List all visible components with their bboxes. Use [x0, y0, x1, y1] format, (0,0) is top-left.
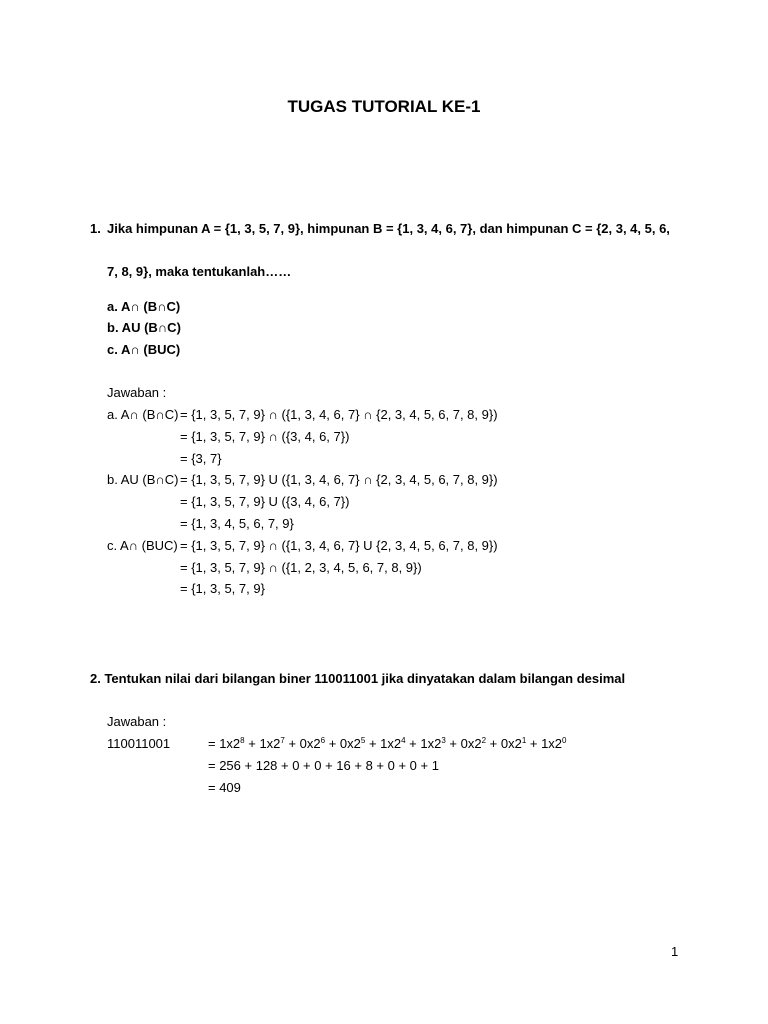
question-1-number: 1.: [90, 221, 101, 236]
answer-c-step-3: = {1, 3, 5, 7, 9}: [180, 581, 265, 596]
question-2: 2. Tentukan nilai dari bilangan biner 110011001 jika dinyatakan dalam bilangan desimal: [90, 671, 626, 686]
term-0: + $1x2^0$: [526, 736, 567, 751]
term-7: + $1x2^7$: [244, 736, 285, 751]
term-5: + $0x2^5$: [325, 736, 366, 751]
answer-a-step-1: = {1, 3, 5, 7, 9} ∩ ({1, 3, 4, 6, 7} ∩ {2, 3, 4, 5, 6, 7, 8, 9}): [180, 407, 498, 422]
term-8: = $1x2^8$: [208, 736, 245, 751]
answer-label-1: Jawaban :: [107, 385, 167, 400]
answer-a-prefix: a. A∩ (B∩C): [107, 407, 179, 422]
answer-c-prefix: c. A∩ (BUC): [107, 538, 178, 553]
term-4: + $1x2^4$: [365, 736, 406, 751]
binary-number: 110011001: [107, 736, 171, 751]
answer-b-prefix: b. AU (B∩C): [107, 472, 179, 487]
option-c: c. A∩ (BUC): [107, 342, 181, 357]
binary-expansion: [208, 736, 567, 752]
term-3: + $1x2^3$: [405, 736, 446, 751]
page-title: TUGAS TUTORIAL KE-1: [287, 97, 481, 116]
decimal-result: = 409: [208, 780, 241, 795]
answer-a-step-2: = {1, 3, 5, 7, 9} ∩ ({3, 4, 6, 7}): [180, 429, 350, 444]
answer-c-step-1: = {1, 3, 5, 7, 9} ∩ ({1, 3, 4, 6, 7} U {2, 3, 4, 5, 6, 7, 8, 9}): [180, 538, 498, 553]
answer-c-step-2: = {1, 3, 5, 7, 9} ∩ ({1, 2, 3, 4, 5, 6, 7, 8, 9}): [180, 560, 422, 575]
term-6: + $0x2^6$: [284, 736, 326, 751]
option-b: b. AU (B∩C): [107, 320, 181, 335]
option-a: a. A∩ (B∩C): [107, 299, 181, 314]
question-1-line-2: 7, 8, 9}, maka tentukanlah……: [107, 264, 292, 279]
term-1: + $0x2^1$: [486, 736, 527, 751]
answer-label-2: Jawaban :: [107, 714, 167, 729]
answer-b-step-2: = {1, 3, 5, 7, 9} U ({3, 4, 6, 7}): [180, 494, 350, 509]
answer-b-step-3: = {1, 3, 4, 5, 6, 7, 9}: [180, 516, 294, 531]
decimal-sum: = 256 + 128 + 0 + 0 + 16 + 8 + 0 + 0 + 1: [208, 758, 439, 773]
answer-b-step-1: = {1, 3, 5, 7, 9} U ({1, 3, 4, 6, 7} ∩ {2, 3, 4, 5, 6, 7, 8, 9}): [180, 472, 498, 487]
page-number: 1: [671, 944, 679, 959]
answer-a-step-3: = {3, 7}: [180, 451, 222, 466]
question-1-line-1: Jika himpunan A = {1, 3, 5, 7, 9}, himpunan B = {1, 3, 4, 6, 7}, dan himpunan C = {2, 3, 4, 5, 6,: [107, 221, 670, 236]
term-2: + $0x2^2$: [445, 736, 487, 751]
